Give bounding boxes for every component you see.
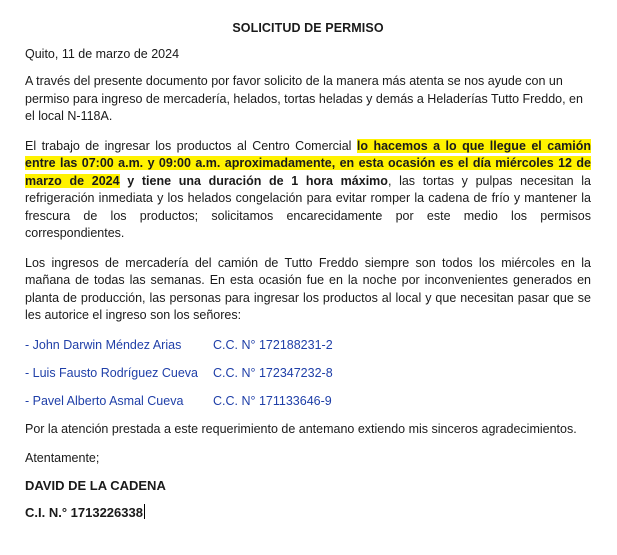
- schedule-highlight-text: entre las 07:00 a.m. y 09:00 a.m. aproximadamente, en esta ocasión es el día miércoles 12 de marzo de 2024: [25, 156, 591, 188]
- signer-name: DAVID DE LA CADENA: [25, 478, 166, 493]
- paragraph-schedule: [25, 138, 591, 243]
- signer-id-line: [25, 504, 591, 522]
- document-title: SOLICITUD DE PERMISO: [232, 21, 384, 35]
- person-name: - Luis Fausto Rodríguez Cueva: [25, 365, 199, 380]
- person-id: C.C. N° 172188231-2: [213, 337, 333, 352]
- person-name: - John Darwin Méndez Arias: [25, 337, 182, 352]
- schedule-text-end: , las tortas y pulpas necesitan la refrigeración inmediata y los helados congelación para evitar romper la cadena de frío y mantener la frescura de los productos; solicitamos encarecidamente por este medio los permisos correspondientes.: [25, 173, 591, 240]
- person-id: C.C. N° 171133646-9: [213, 393, 332, 408]
- paragraph-delivery-info: Los ingresos de mercadería del camión de Tutto Freddo siempre son todos los miércoles en la mañana de todas las semanas. En esta ocasión fue en la noche por inconvenientes generados en planta de producción, las personas para ingresar los productos al local y que necesitan pasar que se les autorice el ingreso son los señores:: [25, 255, 591, 322]
- schedule-arrival-text: lo hacemos a lo que llegue el camión: [356, 138, 591, 153]
- text-cursor: [144, 504, 145, 519]
- paragraph-request: A través del presente documento por favor solicito de la manera más atenta se nos ayude con un permiso para ingreso de mercadería, helados, tortas heladas y demás a Heladerías Tutto Freddo, en el local N-118A.: [25, 74, 583, 123]
- schedule-duration-text: y tiene una duración de 1 hora máximo: [119, 173, 388, 188]
- schedule-text-start: El trabajo de ingresar los productos al Centro Comercial: [25, 138, 357, 153]
- paragraph-thanks: Por la atención prestada a este requerimiento de antemano extiendo mis sinceros agradecimientos.: [25, 421, 577, 436]
- date-line: Quito, 11 de marzo de 2024: [25, 47, 180, 61]
- closing-text: Atentamente;: [25, 451, 100, 465]
- person-name: - Pavel Alberto Asmal Cueva: [25, 393, 184, 408]
- person-entry: [25, 337, 591, 354]
- person-id: C.C. N° 172347232-8: [213, 365, 333, 380]
- signer-id: C.I. N.° 1713226338: [25, 505, 143, 520]
- person-entry: [25, 393, 591, 410]
- person-entry: [25, 365, 591, 382]
